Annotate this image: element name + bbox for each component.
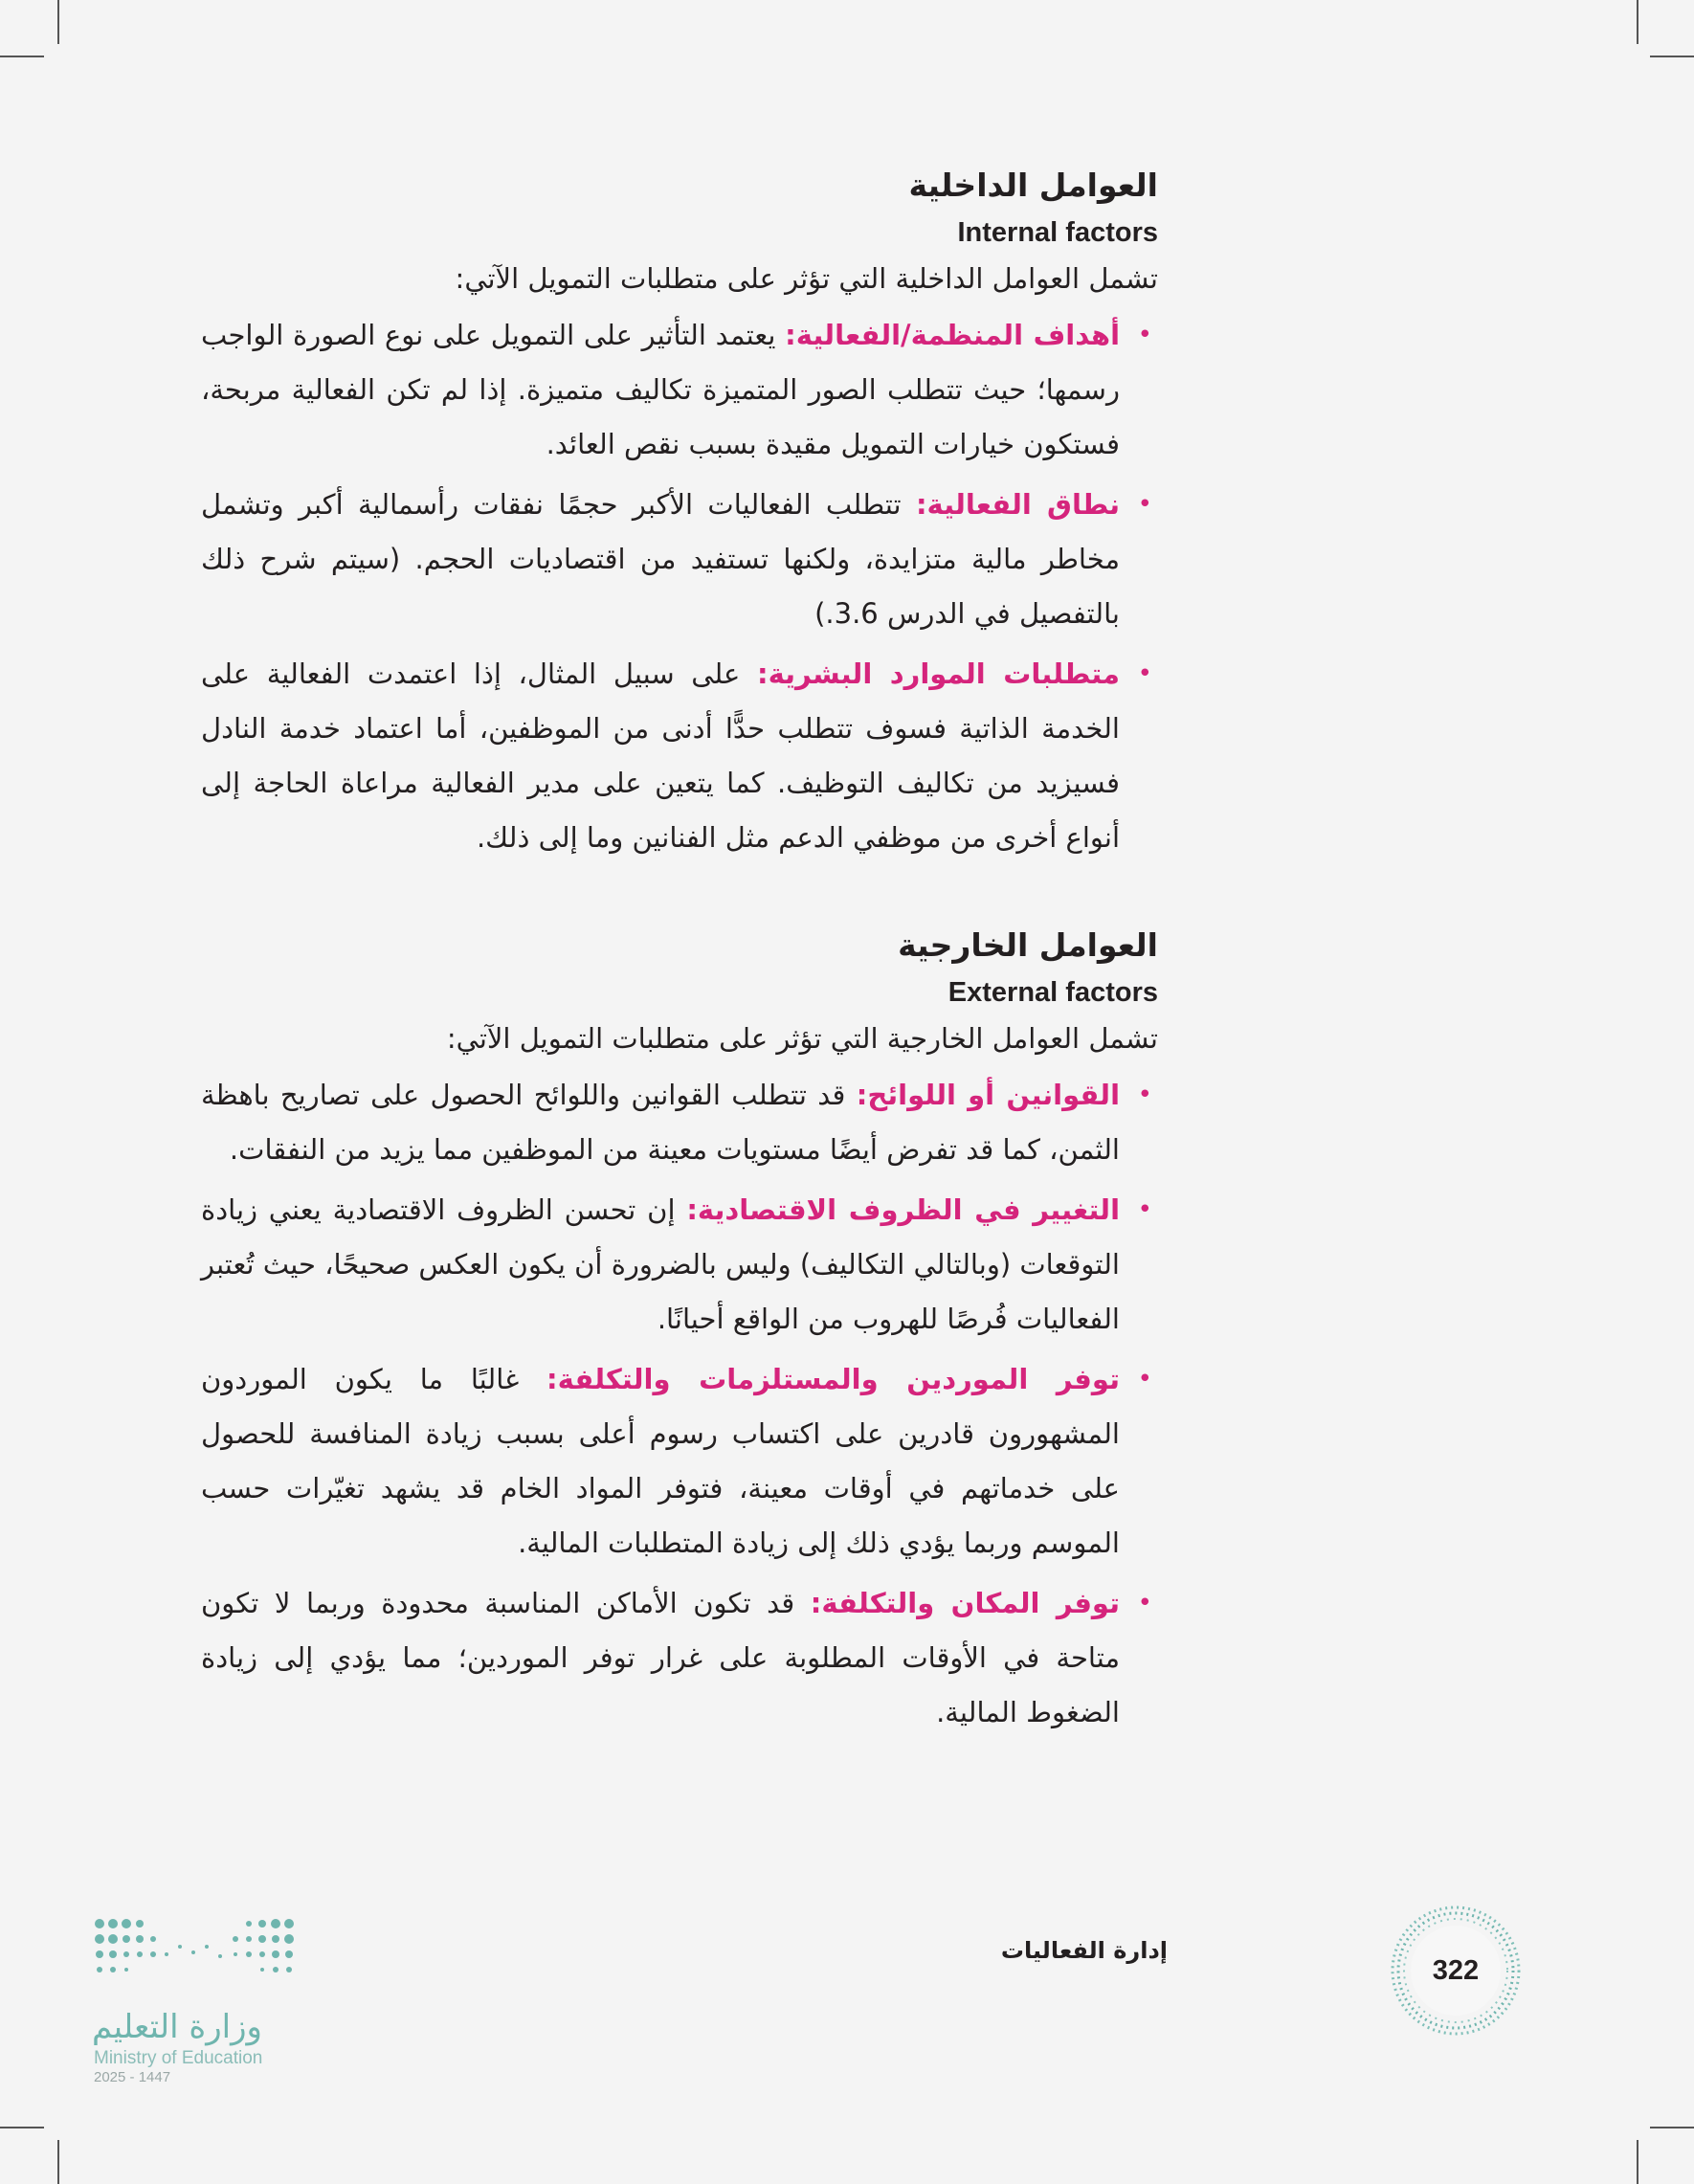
internal-factors-section bbox=[201, 161, 1158, 865]
bullet-icon: • bbox=[1137, 1365, 1152, 1393]
page-number-badge bbox=[1388, 1903, 1524, 2039]
crop-mark bbox=[1637, 0, 1638, 44]
page-number: 322 bbox=[1432, 1954, 1480, 1986]
item-text: إن تحسن الظروف الاقتصادية يعني زيادة التوقعات (وبالتالي التكاليف) وليس بالضرورة أن يكون العكس صحيحًا، حيث تُعتبر الفعاليات فُرصًا للهروب من الواقع أحيانًا. bbox=[201, 1193, 1120, 1335]
external-factors-section bbox=[201, 921, 1158, 1740]
bullet-icon: • bbox=[1137, 659, 1152, 688]
ministry-logo bbox=[92, 1914, 312, 2085]
item-term: القوانين أو اللوائح: bbox=[856, 1079, 1121, 1111]
list-item bbox=[201, 647, 1158, 865]
bullet-icon: • bbox=[1137, 490, 1152, 519]
crop-mark bbox=[1650, 2127, 1694, 2128]
section-title-ar: العوامل الداخلية bbox=[908, 167, 1158, 204]
item-text: تتطلب الفعاليات الأكبر حجمًا نفقات رأسمالية أكبر وتشمل مخاطر مالية متزايدة، ولكنها تستفيد من اقتصاديات الحجم. (سيتم شرح ذلك بالتفصيل في الدرس 3.6.) bbox=[201, 488, 1120, 630]
section-intro: تشمل العوامل الخارجية التي تؤثر على متطلبات التمويل الآتي: bbox=[446, 1022, 1158, 1055]
item-term: التغيير في الظروف الاقتصادية: bbox=[686, 1193, 1121, 1226]
book-title: إدارة الفعاليات bbox=[1000, 1937, 1168, 1964]
section-title-en: External factors bbox=[947, 977, 1158, 1008]
list-item bbox=[201, 1576, 1158, 1740]
item-text: قد تكون الأماكن المناسبة محدودة وربما لا تكون متاحة في الأوقات المطلوبة على غرار توفر الموردين؛ مما يؤدي إلى زيادة الضغوط المالية. bbox=[201, 1587, 1120, 1728]
item-term: توفر المكان والتكلفة: bbox=[810, 1587, 1120, 1619]
ministry-year: 2025 - 1447 bbox=[94, 2069, 171, 2085]
item-text: على سبيل المثال، إذا اعتمدت الفعالية على الخدمة الذاتية فسوف تتطلب حدًّا أدنى من الموظفين، أما اعتماد خدمة النادل فسيزيد من تكاليف التوظيف. كما يتعين على مدير الفعالية مراعاة الحاجة إلى أنواع أخرى من موظفي الدعم مثل الفنانين وما إلى ذلك. bbox=[201, 657, 1120, 854]
crop-mark bbox=[57, 2140, 59, 2184]
item-term: متطلبات الموارد البشرية: bbox=[756, 657, 1120, 690]
item-text: قد تتطلب القوانين واللوائح الحصول على تصاريح باهظة الثمن، كما قد تفرض أيضًا مستويات معينة من الموظفين مما يزيد من النفقات. bbox=[201, 1079, 1120, 1166]
moe-dots-icon bbox=[92, 1914, 302, 2000]
item-term: نطاق الفعالية: bbox=[915, 488, 1120, 521]
crop-mark bbox=[0, 56, 44, 57]
page-content bbox=[201, 161, 1158, 1746]
bullet-icon: • bbox=[1137, 1081, 1152, 1109]
section-intro: تشمل العوامل الداخلية التي تؤثر على متطلبات التمويل الآتي: bbox=[455, 262, 1158, 295]
item-text: غالبًا ما يكون الموردون المشهورون قادرين على اكتساب رسوم أعلى بسبب زيادة المنافسة للحصول على خدماتهم في أوقات معينة، فتوفر المواد الخام قد يشهد تغيّرات حسب الموسم وربما يؤدي ذلك إلى زيادة المتطلبات المالية. bbox=[201, 1363, 1120, 1559]
bullet-list bbox=[201, 308, 1158, 865]
item-term: أهداف المنظمة/الفعالية: bbox=[785, 319, 1121, 351]
ministry-name-ar: وزارة التعليم bbox=[92, 2008, 262, 2046]
item-text: يعتمد التأثير على التمويل على نوع الصورة الواجب رسمها؛ حيث تتطلب الصور المتميزة تكاليف متميزة. إذا لم تكن الفعالية مربحة، فستكون خيارات التمويل مقيدة بسبب نقص العائد. bbox=[201, 319, 1120, 460]
crop-mark bbox=[1637, 2140, 1638, 2184]
list-item bbox=[201, 478, 1158, 641]
ministry-name-en: Ministry of Education bbox=[94, 2048, 263, 2068]
crop-mark bbox=[0, 2127, 44, 2128]
bullet-icon: • bbox=[1137, 1195, 1152, 1224]
crop-mark bbox=[1650, 56, 1694, 57]
crop-mark bbox=[57, 0, 59, 44]
list-item bbox=[201, 1068, 1158, 1177]
section-title-ar: العوامل الخارجية bbox=[898, 926, 1158, 964]
item-term: توفر الموردين والمستلزمات والتكلفة: bbox=[546, 1363, 1120, 1395]
bullet-icon: • bbox=[1137, 1589, 1152, 1617]
list-item bbox=[201, 1183, 1158, 1347]
bullet-list bbox=[201, 1068, 1158, 1740]
list-item bbox=[201, 308, 1158, 472]
bullet-icon: • bbox=[1137, 321, 1152, 349]
list-item bbox=[201, 1352, 1158, 1571]
section-gap bbox=[201, 871, 1158, 921]
section-title-en: Internal factors bbox=[957, 217, 1158, 248]
